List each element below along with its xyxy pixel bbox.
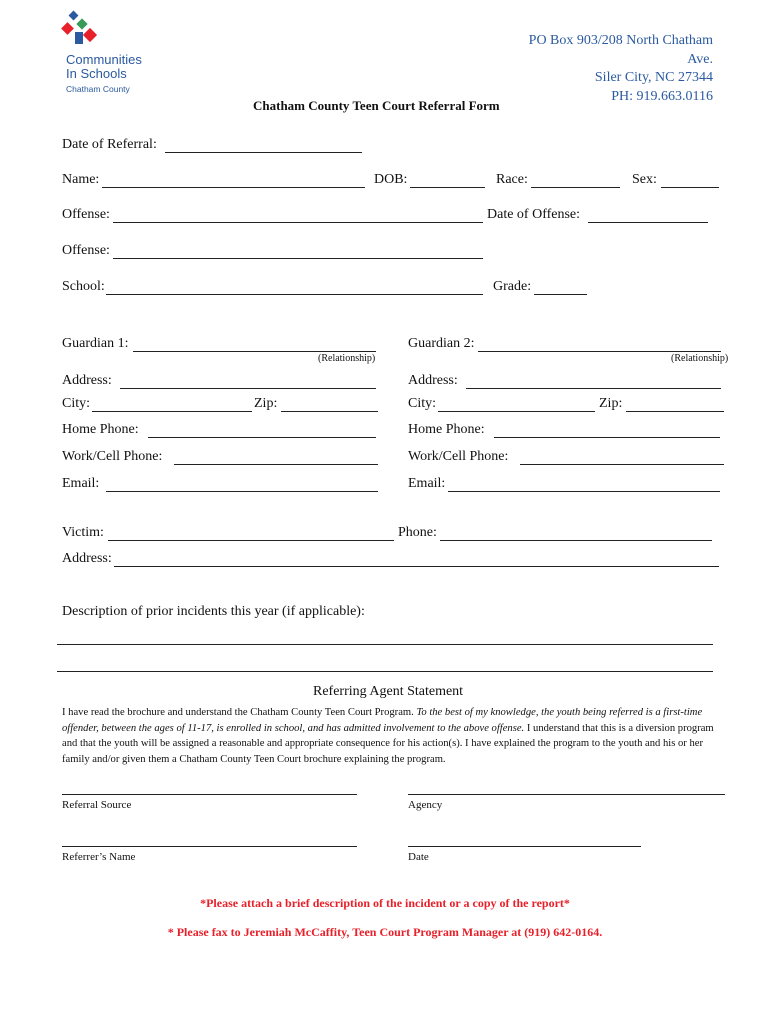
statement-text-part1: I have read the brochure and understand the Chatham County Teen Court Program.: [62, 707, 417, 718]
guardian2-relationship-label: (Relationship): [671, 353, 729, 364]
date-of-referral-label: Date of Referral:: [62, 137, 157, 152]
guardian2-email-field[interactable]: [448, 491, 720, 492]
dob-field[interactable]: [410, 187, 485, 188]
offense-label: Offense:: [62, 207, 110, 222]
guardian1-relationship-label: (Relationship): [318, 353, 376, 364]
attach-note: *Please attach a brief description of the incident or a copy of the report*: [200, 896, 570, 910]
referral-source-field[interactable]: [62, 794, 357, 795]
victim-address-label: Address:: [62, 551, 112, 566]
org-address: [529, 32, 713, 106]
prior-incidents-label: Description of prior incidents this year (if applicable):: [62, 604, 365, 619]
guardian1-address-label: Address:: [62, 373, 112, 388]
guardian1-work-phone-field[interactable]: [174, 464, 378, 465]
grade-label: Grade:: [493, 279, 532, 294]
guardian1-field[interactable]: [133, 351, 376, 352]
guardian2-zip-label: Zip:: [599, 396, 623, 411]
logo-icon: [60, 10, 100, 50]
school-field[interactable]: [106, 294, 483, 295]
date-of-offense-field[interactable]: [588, 222, 708, 223]
dob-label: DOB:: [374, 172, 408, 187]
guardian2-email-label: Email:: [408, 476, 446, 491]
referrers-name-label: Referrer’s Name: [62, 851, 136, 863]
address-line-2: Ave.: [687, 51, 713, 67]
school-label: School:: [62, 279, 105, 294]
statement-text-italic: To the best of my knowledge, the youth being referred is a first-time offender, between the ages of 11-17, is enrolled in school, and has admitted involvement to the above offense.: [62, 707, 703, 734]
guardian2-home-phone-field[interactable]: [494, 437, 720, 438]
guardian2-label: Guardian 2:: [408, 336, 475, 351]
guardian1-work-phone-label: Work/Cell Phone:: [62, 449, 163, 464]
offense-field[interactable]: [113, 222, 483, 223]
address-phone: PH: 919.663.0116: [611, 88, 713, 104]
sex-label: Sex:: [632, 172, 657, 187]
date-field[interactable]: [408, 846, 641, 847]
guardian2-work-phone-label: Work/Cell Phone:: [408, 449, 509, 464]
agency-field[interactable]: [408, 794, 725, 795]
address-line-3: Siler City, NC 27344: [594, 70, 713, 85]
guardian1-label: Guardian 1:: [62, 336, 129, 351]
guardian2-home-phone-label: Home Phone:: [408, 422, 485, 437]
address-line-1: PO Box 903/208 North Chatham: [528, 33, 713, 48]
guardian1-zip-label: Zip:: [254, 396, 278, 411]
prior-incidents-line-2[interactable]: [57, 671, 713, 672]
guardian1-home-phone-field[interactable]: [148, 437, 376, 438]
org-logo: [60, 10, 160, 100]
guardian1-home-phone-label: Home Phone:: [62, 422, 139, 437]
guardian2-work-phone-field[interactable]: [520, 464, 724, 465]
form-title: Chatham County Teen Court Referral Form: [253, 98, 500, 113]
fax-note: * Please fax to Jeremiah McCaffity, Teen Court Program Manager at (919) 642-0164.: [167, 925, 603, 939]
victim-phone-label: Phone:: [398, 525, 437, 540]
date-of-referral-field[interactable]: [165, 152, 362, 153]
guardian1-address-field[interactable]: [120, 388, 376, 389]
guardian1-zip-field[interactable]: [281, 411, 378, 412]
referral-source-label: Referral Source: [62, 799, 132, 811]
logo-line-2: In Schools: [66, 66, 127, 81]
race-label: Race:: [496, 172, 528, 187]
guardian2-field[interactable]: [478, 351, 721, 352]
prior-incidents-line-1[interactable]: [57, 644, 713, 645]
race-field[interactable]: [531, 187, 620, 188]
victim-label: Victim:: [62, 525, 104, 540]
guardian1-city-label: City:: [62, 396, 91, 411]
guardian2-city-field[interactable]: [438, 411, 595, 412]
guardian2-address-label: Address:: [408, 373, 458, 388]
guardian1-city-field[interactable]: [92, 411, 252, 412]
agency-label: Agency: [408, 799, 443, 811]
offense2-field[interactable]: [113, 258, 483, 259]
guardian2-address-field[interactable]: [466, 388, 721, 389]
guardian1-email-label: Email:: [62, 476, 100, 491]
victim-field[interactable]: [108, 540, 394, 541]
offense2-label: Offense:: [62, 243, 110, 258]
grade-field[interactable]: [534, 294, 587, 295]
statement-text: [62, 705, 726, 767]
guardian1-email-field[interactable]: [106, 491, 378, 492]
guardian2-zip-field[interactable]: [626, 411, 724, 412]
name-label: Name:: [62, 172, 100, 187]
statement-heading: Referring Agent Statement: [313, 684, 464, 699]
victim-phone-field[interactable]: [440, 540, 712, 541]
sex-field[interactable]: [661, 187, 719, 188]
date-label: Date: [408, 851, 429, 863]
victim-address-field[interactable]: [114, 566, 719, 567]
referrers-name-field[interactable]: [62, 846, 357, 847]
logo-line-3: Chatham County: [66, 84, 130, 94]
date-of-offense-label: Date of Offense:: [487, 207, 581, 222]
statement-text-part2: I understand that this is a diversion program and that the youth will be assigned a reasonable and appropriate consequence for his action(s). I have explained the program to the youth and his or her family and/or given them a Chatham County Teen Court brochure explaining the program.: [62, 722, 714, 765]
guardian2-city-label: City:: [408, 396, 437, 411]
logo-line-1: Communities: [66, 52, 142, 67]
name-field[interactable]: [102, 187, 365, 188]
